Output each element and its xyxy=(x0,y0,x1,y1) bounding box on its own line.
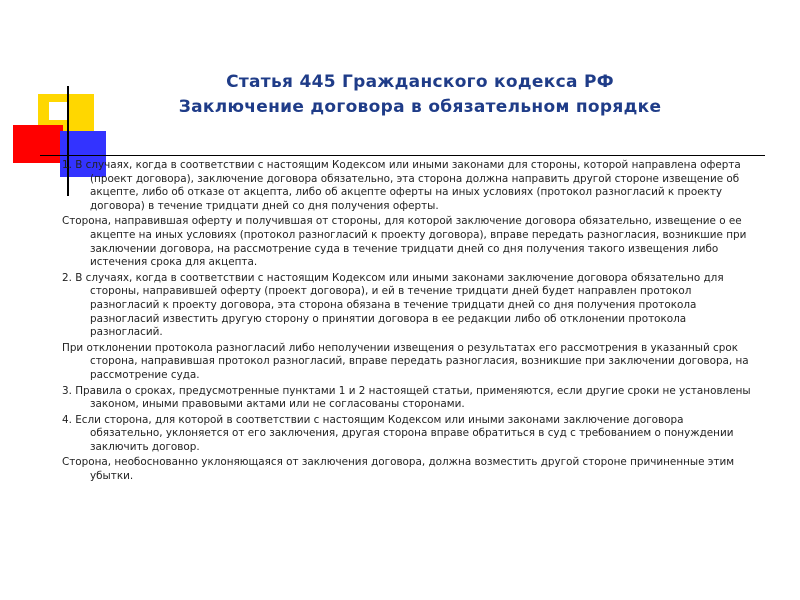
slide-title-line-1: Статья 445 Гражданского кодекса РФ xyxy=(226,72,614,92)
title-divider-line xyxy=(40,155,765,156)
decor-red-square xyxy=(13,125,63,163)
paragraph-6: 4. Если сторона, для которой в соответствии с настоящим Кодексом или иными законами заключение договора обязательно, уклоняется от его заключения, другая сторона вправе обратиться в суд с требованием о понуждении заключить договор. xyxy=(62,413,734,453)
paragraph-3: 2. В случаях, когда в соответствии с настоящим Кодексом или иными законами заключение договора обязательно для стороны, направившей оферту (проект договора), и ей в течение тридцати дней будет направлен протокол разногласий к проекту договора, эта сторона обязана в течение тридцати дней со дня получения протокола разногласий известить другую сторону о принятии договора в ее редакции либо об отклонении протокола разногласий. xyxy=(62,271,724,339)
slide-title-line-2: Заключение договора в обязательном порядке xyxy=(178,97,662,117)
paragraph-7: Сторона, необоснованно уклоняющаяся от заключения договора, должна возместить другой стороне причиненные этим убытки. xyxy=(62,456,735,483)
decor-white-square xyxy=(49,102,67,120)
slide-title xyxy=(120,70,720,120)
paragraph-2: Сторона, направившая оферту и получившая от стороны, для которой заключение договора обязательно, извещение о ее акцепте на иных условиях (протокол разногласий к проекту договора), вправе передать разногласия, возникшие при заключении договора, на рассмотрение суда в течение тридцати дней со дня получения такого извещения либо истечения срока для акцепта. xyxy=(62,215,747,269)
paragraph-4: При отклонении протокола разногласий либо неполучении извещения о результатах его рассмотрения в указанный срок сторона, направившая протокол разногласий, вправе передать разногласия, возникшие при заключении договора, на рассмотрение суда. xyxy=(62,341,749,381)
paragraph-5: 3. Правила о сроках, предусмотренные пунктами 1 и 2 настоящей статьи, применяются, если другие сроки не установлены законом, иными правовыми актами или не согласованы сторонами. xyxy=(62,384,751,411)
article-body xyxy=(62,159,752,486)
paragraph-1: 1. В случаях, когда в соответствии с настоящим Кодексом или иными законами для стороны, которой направлена оферта (проект договора), заключение договора обязательно, эта сторона должна направить другой стороне извещение об акцепте, либо об отказе от акцепта, либо об акцепте оферты на иных условиях (протокол разногласий к проекту договора) в течение тридцати дней со дня получения оферты. xyxy=(62,159,741,212)
